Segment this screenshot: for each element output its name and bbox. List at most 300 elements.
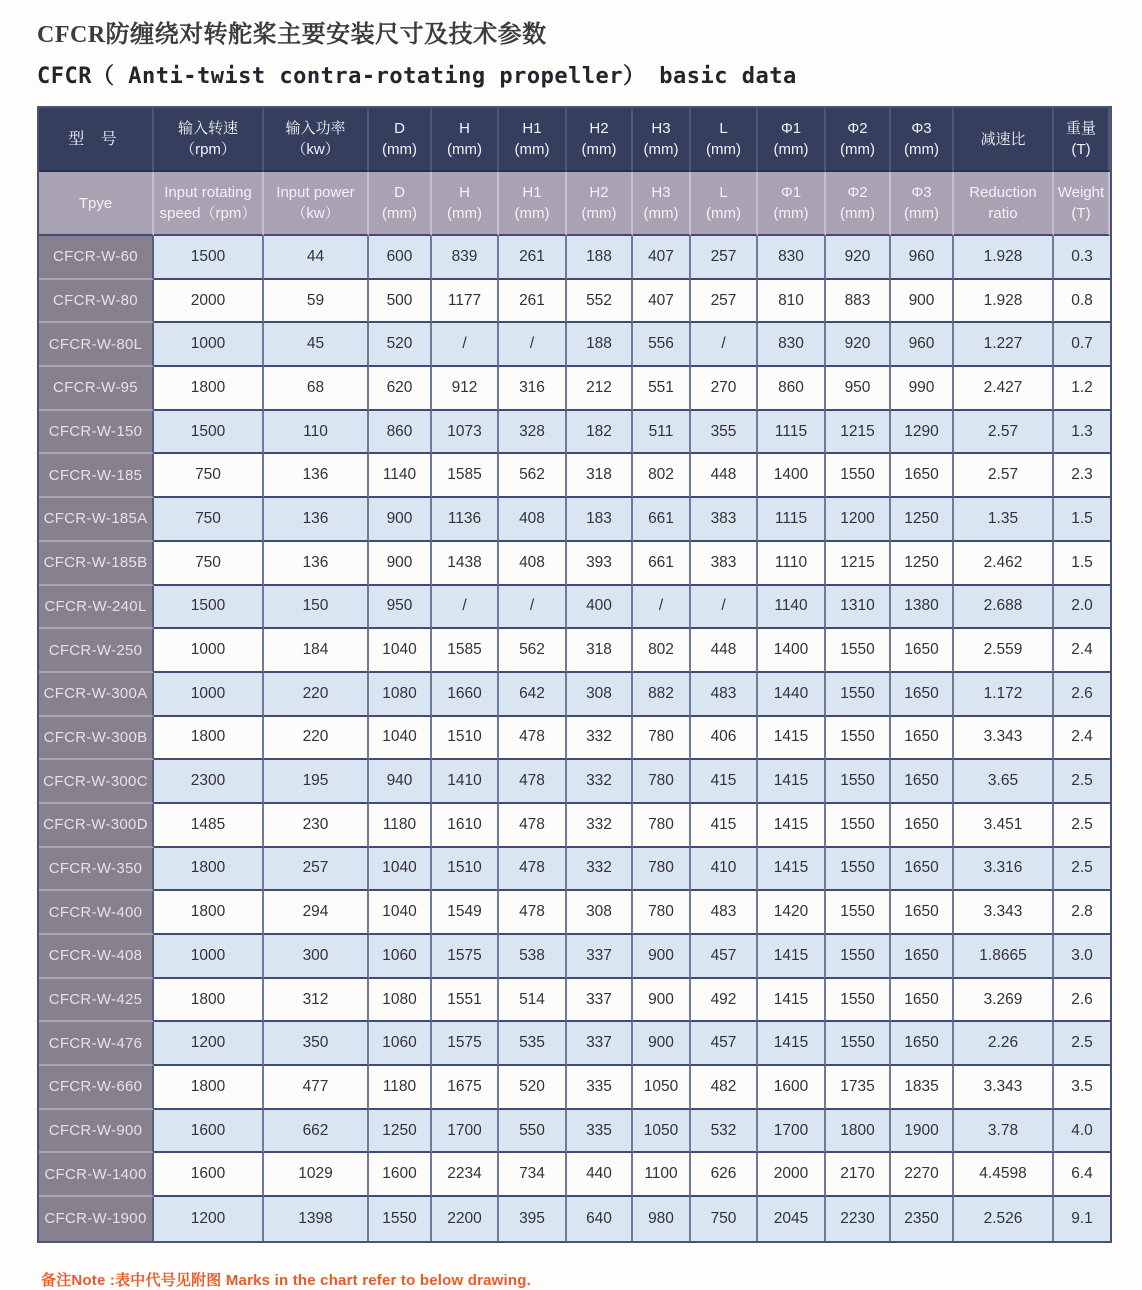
cell-phi1: 1400	[758, 454, 826, 498]
cell-H1: 478	[499, 848, 567, 892]
cell-input-power: 220	[264, 673, 369, 717]
cell-D: 620	[369, 367, 432, 411]
cell-H2: 332	[567, 848, 633, 892]
cell-H1: 520	[499, 1066, 567, 1110]
cell-phi3: 1900	[891, 1110, 954, 1154]
cell-phi2: 1550	[826, 1022, 891, 1066]
header-cell: 重量 (T)	[1054, 108, 1110, 172]
header-cell: H3 (mm)	[633, 172, 691, 236]
cell-input-power: 662	[264, 1110, 369, 1154]
cell-H2: 440	[567, 1153, 633, 1197]
cell-phi2: 2170	[826, 1153, 891, 1197]
row-label: CFCR-W-80	[39, 280, 154, 324]
cell-H2: 188	[567, 236, 633, 280]
cell-weight: 4.0	[1054, 1110, 1110, 1154]
footnote: 备注Note :表中代号见附图 Marks in the chart refer to below drawing.	[41, 1271, 531, 1289]
cell-H2: 182	[567, 411, 633, 455]
header-cell: H2 (mm)	[567, 108, 633, 172]
cell-phi1: 1415	[758, 760, 826, 804]
spec-table	[37, 106, 1112, 1243]
cell-input-power: 110	[264, 411, 369, 455]
row-label: CFCR-W-900	[39, 1110, 154, 1154]
row-label: CFCR-W-150	[39, 411, 154, 455]
cell-H2: 335	[567, 1110, 633, 1154]
cell-H3: 407	[633, 280, 691, 324]
cell-input-power: 45	[264, 323, 369, 367]
cell-phi3: 1650	[891, 891, 954, 935]
cell-D: 1080	[369, 673, 432, 717]
cell-phi1: 1140	[758, 586, 826, 630]
row-label: CFCR-W-425	[39, 979, 154, 1023]
cell-phi2: 1215	[826, 542, 891, 586]
table-row	[39, 1110, 1110, 1154]
cell-L: 626	[691, 1153, 758, 1197]
cell-H2: 183	[567, 498, 633, 542]
cell-reduction-ratio: 3.451	[954, 804, 1054, 848]
header-cell: Φ2 (mm)	[826, 108, 891, 172]
row-label: CFCR-W-185	[39, 454, 154, 498]
cell-H: 1610	[432, 804, 499, 848]
cell-phi1: 1415	[758, 848, 826, 892]
cell-H3: /	[633, 586, 691, 630]
cell-H2: 332	[567, 804, 633, 848]
table-row	[39, 1022, 1110, 1066]
cell-reduction-ratio: 1.227	[954, 323, 1054, 367]
cell-L: 532	[691, 1110, 758, 1154]
cell-input-speed: 1000	[154, 323, 264, 367]
cell-input-power: 257	[264, 848, 369, 892]
row-label: CFCR-W-1900	[39, 1197, 154, 1241]
cell-H2: 337	[567, 979, 633, 1023]
row-label: CFCR-W-80L	[39, 323, 154, 367]
page-title-zh: CFCR防缠绕对转舵桨主要安装尺寸及技术参数	[37, 22, 547, 48]
page-title-en: CFCR（ Anti-twist contra-rotating propeller） basic data	[37, 64, 797, 89]
cell-phi3: 1650	[891, 979, 954, 1023]
cell-reduction-ratio: 3.65	[954, 760, 1054, 804]
header-row-zh	[39, 108, 1110, 172]
cell-H: 1575	[432, 935, 499, 979]
cell-reduction-ratio: 3.343	[954, 1066, 1054, 1110]
cell-phi1: 2045	[758, 1197, 826, 1241]
cell-H: 1177	[432, 280, 499, 324]
cell-phi1: 1415	[758, 804, 826, 848]
cell-H2: 308	[567, 673, 633, 717]
cell-weight: 1.2	[1054, 367, 1110, 411]
cell-phi3: 1650	[891, 629, 954, 673]
cell-input-speed: 1200	[154, 1022, 264, 1066]
cell-weight: 2.6	[1054, 673, 1110, 717]
cell-reduction-ratio: 4.4598	[954, 1153, 1054, 1197]
cell-phi3: 960	[891, 323, 954, 367]
table-row	[39, 323, 1110, 367]
cell-phi2: 1550	[826, 935, 891, 979]
cell-weight: 1.5	[1054, 498, 1110, 542]
cell-input-speed: 1800	[154, 848, 264, 892]
cell-D: 1600	[369, 1153, 432, 1197]
cell-phi1: 1415	[758, 979, 826, 1023]
cell-H1: 562	[499, 454, 567, 498]
cell-input-power: 1398	[264, 1197, 369, 1241]
cell-L: 383	[691, 498, 758, 542]
cell-input-speed: 1800	[154, 979, 264, 1023]
cell-D: 500	[369, 280, 432, 324]
cell-H1: 478	[499, 804, 567, 848]
cell-H1: 395	[499, 1197, 567, 1241]
cell-weight: 2.8	[1054, 891, 1110, 935]
cell-input-speed: 2000	[154, 280, 264, 324]
cell-phi3: 1290	[891, 411, 954, 455]
cell-reduction-ratio: 1.8665	[954, 935, 1054, 979]
cell-D: 900	[369, 498, 432, 542]
cell-phi3: 1250	[891, 498, 954, 542]
cell-H: 1660	[432, 673, 499, 717]
table-row	[39, 673, 1110, 717]
cell-weight: 2.6	[1054, 979, 1110, 1023]
cell-reduction-ratio: 3.269	[954, 979, 1054, 1023]
cell-H: 1438	[432, 542, 499, 586]
cell-reduction-ratio: 3.316	[954, 848, 1054, 892]
cell-H: 1675	[432, 1066, 499, 1110]
table-row	[39, 935, 1110, 979]
cell-H: 1073	[432, 411, 499, 455]
cell-H: 1700	[432, 1110, 499, 1154]
cell-reduction-ratio: 1.928	[954, 236, 1054, 280]
cell-L: 448	[691, 629, 758, 673]
cell-phi1: 860	[758, 367, 826, 411]
cell-input-power: 184	[264, 629, 369, 673]
cell-H2: 332	[567, 760, 633, 804]
row-label: CFCR-W-408	[39, 935, 154, 979]
cell-H3: 900	[633, 979, 691, 1023]
cell-input-speed: 1800	[154, 717, 264, 761]
cell-H3: 511	[633, 411, 691, 455]
cell-input-power: 136	[264, 498, 369, 542]
cell-H2: 335	[567, 1066, 633, 1110]
cell-H3: 551	[633, 367, 691, 411]
cell-L: 457	[691, 935, 758, 979]
cell-phi1: 830	[758, 236, 826, 280]
cell-input-power: 220	[264, 717, 369, 761]
table-row	[39, 717, 1110, 761]
header-cell: Φ3 (mm)	[891, 172, 954, 236]
cell-phi1: 1415	[758, 1022, 826, 1066]
table-row	[39, 1197, 1110, 1241]
cell-H1: 478	[499, 760, 567, 804]
cell-H: /	[432, 323, 499, 367]
header-cell: Input power （kw）	[264, 172, 369, 236]
cell-H: 2234	[432, 1153, 499, 1197]
header-cell: Φ1 (mm)	[758, 172, 826, 236]
cell-H1: 550	[499, 1110, 567, 1154]
table-row	[39, 979, 1110, 1023]
cell-input-power: 294	[264, 891, 369, 935]
table-row	[39, 891, 1110, 935]
cell-D: 1180	[369, 804, 432, 848]
cell-input-speed: 1500	[154, 586, 264, 630]
cell-D: 520	[369, 323, 432, 367]
cell-phi1: 1110	[758, 542, 826, 586]
cell-phi3: 990	[891, 367, 954, 411]
header-cell: Φ1 (mm)	[758, 108, 826, 172]
header-cell: Weight (T)	[1054, 172, 1110, 236]
cell-input-speed: 1500	[154, 236, 264, 280]
table-row	[39, 586, 1110, 630]
cell-input-speed: 1600	[154, 1110, 264, 1154]
cell-weight: 9.1	[1054, 1197, 1110, 1241]
table-row	[39, 498, 1110, 542]
cell-H3: 802	[633, 629, 691, 673]
cell-L: 457	[691, 1022, 758, 1066]
cell-reduction-ratio: 2.26	[954, 1022, 1054, 1066]
cell-weight: 2.5	[1054, 1022, 1110, 1066]
cell-H3: 407	[633, 236, 691, 280]
row-label: CFCR-W-476	[39, 1022, 154, 1066]
cell-H1: /	[499, 586, 567, 630]
cell-input-power: 477	[264, 1066, 369, 1110]
header-cell: H1 (mm)	[499, 108, 567, 172]
cell-D: 1080	[369, 979, 432, 1023]
header-cell: Φ2 (mm)	[826, 172, 891, 236]
cell-H1: 261	[499, 280, 567, 324]
cell-H3: 556	[633, 323, 691, 367]
cell-H3: 780	[633, 804, 691, 848]
cell-H: 1410	[432, 760, 499, 804]
header-cell: D (mm)	[369, 172, 432, 236]
cell-weight: 2.0	[1054, 586, 1110, 630]
header-cell: H (mm)	[432, 172, 499, 236]
spec-table-body	[39, 236, 1110, 1241]
cell-D: 860	[369, 411, 432, 455]
cell-H2: 332	[567, 717, 633, 761]
cell-input-power: 230	[264, 804, 369, 848]
cell-L: 492	[691, 979, 758, 1023]
cell-H2: 400	[567, 586, 633, 630]
cell-H: 1510	[432, 717, 499, 761]
cell-phi3: 960	[891, 236, 954, 280]
cell-weight: 6.4	[1054, 1153, 1110, 1197]
header-cell: H1 (mm)	[499, 172, 567, 236]
cell-H1: 478	[499, 891, 567, 935]
cell-H2: 308	[567, 891, 633, 935]
row-label: CFCR-W-95	[39, 367, 154, 411]
cell-reduction-ratio: 3.78	[954, 1110, 1054, 1154]
table-row	[39, 1066, 1110, 1110]
row-label: CFCR-W-300D	[39, 804, 154, 848]
cell-reduction-ratio: 3.343	[954, 891, 1054, 935]
cell-H3: 980	[633, 1197, 691, 1241]
cell-H: 912	[432, 367, 499, 411]
cell-reduction-ratio: 3.343	[954, 717, 1054, 761]
cell-input-power: 44	[264, 236, 369, 280]
table-row	[39, 629, 1110, 673]
cell-input-speed: 1200	[154, 1197, 264, 1241]
cell-input-speed: 1485	[154, 804, 264, 848]
header-cell: H (mm)	[432, 108, 499, 172]
cell-D: 1180	[369, 1066, 432, 1110]
cell-input-power: 59	[264, 280, 369, 324]
cell-phi1: 1115	[758, 498, 826, 542]
cell-L: 415	[691, 804, 758, 848]
header-cell: 减速比	[954, 108, 1054, 172]
cell-weight: 3.0	[1054, 935, 1110, 979]
table-row	[39, 411, 1110, 455]
cell-reduction-ratio: 2.427	[954, 367, 1054, 411]
cell-H: 1551	[432, 979, 499, 1023]
cell-D: 900	[369, 542, 432, 586]
cell-L: /	[691, 323, 758, 367]
cell-H3: 1100	[633, 1153, 691, 1197]
cell-phi1: 2000	[758, 1153, 826, 1197]
cell-weight: 1.5	[1054, 542, 1110, 586]
cell-L: 257	[691, 280, 758, 324]
table-row	[39, 280, 1110, 324]
cell-phi2: 1800	[826, 1110, 891, 1154]
cell-L: 415	[691, 760, 758, 804]
cell-L: 483	[691, 891, 758, 935]
cell-L: 355	[691, 411, 758, 455]
row-label: CFCR-W-250	[39, 629, 154, 673]
table-row	[39, 236, 1110, 280]
row-label: CFCR-W-400	[39, 891, 154, 935]
cell-input-power: 312	[264, 979, 369, 1023]
header-cell: D (mm)	[369, 108, 432, 172]
cell-input-speed: 1800	[154, 891, 264, 935]
cell-H3: 802	[633, 454, 691, 498]
cell-input-speed: 1500	[154, 411, 264, 455]
row-label: CFCR-W-350	[39, 848, 154, 892]
cell-H: 2200	[432, 1197, 499, 1241]
cell-weight: 2.5	[1054, 848, 1110, 892]
cell-H2: 318	[567, 454, 633, 498]
cell-phi3: 1650	[891, 804, 954, 848]
cell-input-speed: 1000	[154, 673, 264, 717]
table-row	[39, 848, 1110, 892]
header-cell: 输入功率 （kw）	[264, 108, 369, 172]
cell-phi1: 1600	[758, 1066, 826, 1110]
cell-reduction-ratio: 1.35	[954, 498, 1054, 542]
cell-weight: 2.4	[1054, 717, 1110, 761]
cell-D: 940	[369, 760, 432, 804]
header-cell: 输入转速 （rpm）	[154, 108, 264, 172]
cell-H3: 780	[633, 891, 691, 935]
cell-phi2: 1550	[826, 979, 891, 1023]
cell-H1: 478	[499, 717, 567, 761]
cell-L: 750	[691, 1197, 758, 1241]
cell-H3: 900	[633, 1022, 691, 1066]
cell-input-speed: 750	[154, 454, 264, 498]
cell-H3: 780	[633, 717, 691, 761]
cell-reduction-ratio: 1.172	[954, 673, 1054, 717]
cell-weight: 0.8	[1054, 280, 1110, 324]
cell-phi2: 1550	[826, 804, 891, 848]
cell-H1: /	[499, 323, 567, 367]
cell-input-speed: 1800	[154, 1066, 264, 1110]
cell-input-power: 136	[264, 454, 369, 498]
cell-phi3: 2270	[891, 1153, 954, 1197]
cell-weight: 2.4	[1054, 629, 1110, 673]
cell-H3: 661	[633, 498, 691, 542]
cell-D: 1060	[369, 1022, 432, 1066]
cell-H1: 642	[499, 673, 567, 717]
cell-phi1: 1400	[758, 629, 826, 673]
cell-phi1: 1420	[758, 891, 826, 935]
cell-phi1: 830	[758, 323, 826, 367]
header-row-en	[39, 172, 1110, 236]
cell-reduction-ratio: 2.462	[954, 542, 1054, 586]
row-label: CFCR-W-300B	[39, 717, 154, 761]
cell-phi2: 2230	[826, 1197, 891, 1241]
cell-phi3: 2350	[891, 1197, 954, 1241]
cell-H2: 337	[567, 1022, 633, 1066]
header-cell: L (mm)	[691, 172, 758, 236]
cell-phi1: 1415	[758, 935, 826, 979]
cell-phi2: 1550	[826, 891, 891, 935]
cell-L: 482	[691, 1066, 758, 1110]
cell-input-speed: 750	[154, 542, 264, 586]
header-cell: L (mm)	[691, 108, 758, 172]
row-label: CFCR-W-240L	[39, 586, 154, 630]
cell-L: 383	[691, 542, 758, 586]
cell-H: 1510	[432, 848, 499, 892]
cell-L: 410	[691, 848, 758, 892]
cell-D: 600	[369, 236, 432, 280]
cell-H3: 780	[633, 848, 691, 892]
cell-phi1: 1415	[758, 717, 826, 761]
cell-input-power: 68	[264, 367, 369, 411]
cell-H: 1575	[432, 1022, 499, 1066]
cell-H1: 261	[499, 236, 567, 280]
cell-phi3: 1650	[891, 454, 954, 498]
table-row	[39, 760, 1110, 804]
cell-reduction-ratio: 2.688	[954, 586, 1054, 630]
cell-phi3: 1650	[891, 673, 954, 717]
cell-H: 1585	[432, 454, 499, 498]
cell-phi3: 1250	[891, 542, 954, 586]
cell-weight: 0.7	[1054, 323, 1110, 367]
cell-H2: 212	[567, 367, 633, 411]
cell-H3: 780	[633, 760, 691, 804]
row-label: CFCR-W-1400	[39, 1153, 154, 1197]
cell-reduction-ratio: 2.526	[954, 1197, 1054, 1241]
cell-phi3: 1380	[891, 586, 954, 630]
cell-H1: 408	[499, 498, 567, 542]
cell-H2: 552	[567, 280, 633, 324]
cell-H3: 882	[633, 673, 691, 717]
cell-H3: 900	[633, 935, 691, 979]
cell-H2: 640	[567, 1197, 633, 1241]
cell-H: 839	[432, 236, 499, 280]
table-row	[39, 804, 1110, 848]
cell-H2: 337	[567, 935, 633, 979]
cell-phi3: 1835	[891, 1066, 954, 1110]
cell-D: 1040	[369, 891, 432, 935]
cell-D: 950	[369, 586, 432, 630]
cell-input-power: 300	[264, 935, 369, 979]
cell-L: 483	[691, 673, 758, 717]
spec-table-header	[39, 108, 1110, 236]
header-cell: H3 (mm)	[633, 108, 691, 172]
cell-phi2: 1550	[826, 848, 891, 892]
cell-input-power: 136	[264, 542, 369, 586]
cell-L: /	[691, 586, 758, 630]
cell-phi2: 1550	[826, 717, 891, 761]
cell-phi2: 1735	[826, 1066, 891, 1110]
cell-L: 257	[691, 236, 758, 280]
table-row	[39, 1153, 1110, 1197]
cell-H1: 538	[499, 935, 567, 979]
cell-H3: 661	[633, 542, 691, 586]
cell-phi2: 950	[826, 367, 891, 411]
